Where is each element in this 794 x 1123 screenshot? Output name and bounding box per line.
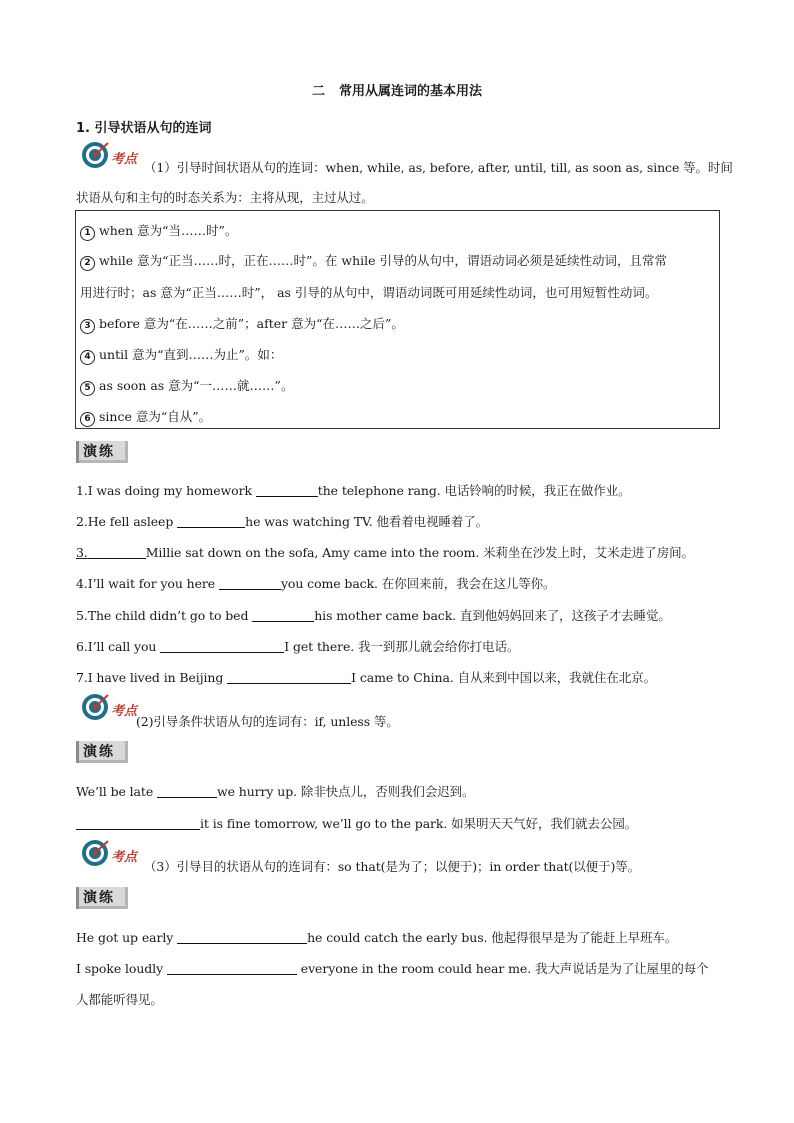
section-heading: 1. 引导状语从句的连词 xyxy=(76,121,212,136)
target-icon xyxy=(80,140,110,170)
exercise-text: 2.He fell asleep xyxy=(76,514,178,529)
exercise-text: he was watching TV. 他看着电视睡着了。 xyxy=(245,514,489,529)
answer-blank[interactable] xyxy=(167,962,297,975)
answer-blank[interactable] xyxy=(177,515,245,528)
box-row-text: while 意为“正当……时，正在……时”。在 while 引导的从句中，谓语动词必须是延续性动词，且常常 xyxy=(99,253,667,268)
box-row-text: as soon as 意为“一……就……”。 xyxy=(99,378,294,393)
exercise-text: Millie sat down on the sofa, Amy came into the room. 米莉坐在沙发上时，艾米走进了房间。 xyxy=(145,545,694,560)
exercise-line xyxy=(76,574,555,592)
exercise-line-continued: 人都能听得见。 xyxy=(76,992,163,1007)
box-row xyxy=(80,283,657,301)
answer-blank[interactable] xyxy=(177,931,307,944)
kp1-line2: 状语从句和主句的时态关系为：主将从现，主过从过。 xyxy=(76,190,374,205)
target-icon xyxy=(80,838,110,868)
exercise-text: the telephone rang. 电话铃响的时候，我正在做作业。 xyxy=(317,483,631,498)
circled-number: 2 xyxy=(80,256,95,271)
kp2-text: (2)引导条件状语从句的连词有：if, unless 等。 xyxy=(136,714,399,729)
box-row xyxy=(80,376,293,396)
exercise-text: 6.I’ll call you xyxy=(76,639,161,654)
exercise-text: he could catch the early bus. 他起得很早是为了能赶上早班车。 xyxy=(307,930,678,945)
answer-blank[interactable] xyxy=(157,785,217,798)
circled-number: 6 xyxy=(80,412,95,427)
exercise-line xyxy=(76,928,677,946)
kaodian-label: 考点 xyxy=(111,704,138,719)
exercise-text: I spoke loudly xyxy=(76,961,167,976)
answer-blank[interactable] xyxy=(76,817,200,830)
exercise-line xyxy=(76,481,631,499)
kaodian-label: 考点 xyxy=(111,152,138,167)
exercise-text: you come back. 在你回来前，我会在这儿等你。 xyxy=(280,576,556,591)
page-title xyxy=(0,80,794,99)
answer-blank[interactable] xyxy=(256,484,318,497)
yanlian-label: 演练 xyxy=(76,887,128,909)
circled-number: 3 xyxy=(80,319,95,334)
exercise-text: I came to China. 自从来到中国以来，我就住在北京。 xyxy=(351,670,656,685)
box-row-text: before 意为“在……之前”；after 意为“在……之后”。 xyxy=(99,316,404,331)
exercise-text: 1.I was doing my homework xyxy=(76,483,256,498)
answer-blank[interactable] xyxy=(227,671,351,684)
target-icon xyxy=(80,692,110,722)
exercise-text: We’ll be late xyxy=(76,784,157,799)
exercise-text: everyone in the room could hear me. 我大声说话是为了让屋里的每个 xyxy=(296,961,709,976)
yanlian-label: 演练 xyxy=(76,441,128,463)
exercise-line xyxy=(76,668,656,686)
circled-number: 5 xyxy=(80,381,95,396)
box-row xyxy=(80,314,404,334)
exercise-line xyxy=(76,814,637,832)
box-row-text: 用进行时；as 意为“正当……时”， as 引导的从句中，谓语动词既可用延续性动词，也可用短暂性动词。 xyxy=(80,285,658,300)
title-text: 常用从属连词的基本用法 xyxy=(339,84,483,99)
exercise-line xyxy=(76,606,671,624)
box-row xyxy=(80,407,211,427)
answer-blank[interactable] xyxy=(88,546,146,559)
exercise-text: his mother came back. 直到他妈妈回来了，这孩子才去睡觉。 xyxy=(314,608,671,623)
circled-number: 4 xyxy=(80,350,95,365)
box-row-text: when 意为“当……时”。 xyxy=(99,223,238,238)
circled-number: 1 xyxy=(80,226,95,241)
box-row xyxy=(80,345,282,365)
kp3-text: （3）引导目的状语从句的连词有：so that(是为了；以便于)；in order that(以便于)等。 xyxy=(144,859,641,874)
rules-box xyxy=(75,210,720,429)
box-row-text: until 意为“直到……为止”。如： xyxy=(99,347,283,362)
exercise-text: 4.I’ll wait for you here xyxy=(76,576,219,591)
exercise-line xyxy=(76,512,488,530)
exercise-text: 3. xyxy=(76,545,88,560)
exercise-text: He got up early xyxy=(76,930,178,945)
box-row xyxy=(80,221,237,241)
exercise-text: we hurry up. 除非快点儿，否则我们会迟到。 xyxy=(217,784,475,799)
answer-blank[interactable] xyxy=(160,640,284,653)
exercise-line xyxy=(76,543,694,561)
kaodian-badge xyxy=(80,140,144,174)
exercise-line xyxy=(76,782,474,800)
exercise-text: it is fine tomorrow, we’ll go to the park. 如果明天天气好，我们就去公园。 xyxy=(200,816,638,831)
exercise-line xyxy=(76,959,709,977)
answer-blank[interactable] xyxy=(252,609,314,622)
kaodian-badge xyxy=(80,692,144,726)
exercise-line xyxy=(76,637,519,655)
box-row-text: since 意为“自从”。 xyxy=(99,409,212,424)
exercise-text: 7.I have lived in Beijing xyxy=(76,670,228,685)
kaodian-label: 考点 xyxy=(111,850,138,865)
box-row xyxy=(80,251,667,271)
title-number: 二 xyxy=(311,84,325,99)
answer-blank[interactable] xyxy=(219,577,281,590)
yanlian-label: 演练 xyxy=(76,741,128,763)
exercise-text: I get there. 我一到那儿就会给你打电话。 xyxy=(284,639,520,654)
kaodian-badge xyxy=(80,838,144,872)
kp1-line1: （1）引导时间状语从句的连词：when, while, as, before, after, until, till, as soon as, since 等。时间 xyxy=(144,160,733,175)
exercise-text: 5.The child didn’t go to bed xyxy=(76,608,253,623)
